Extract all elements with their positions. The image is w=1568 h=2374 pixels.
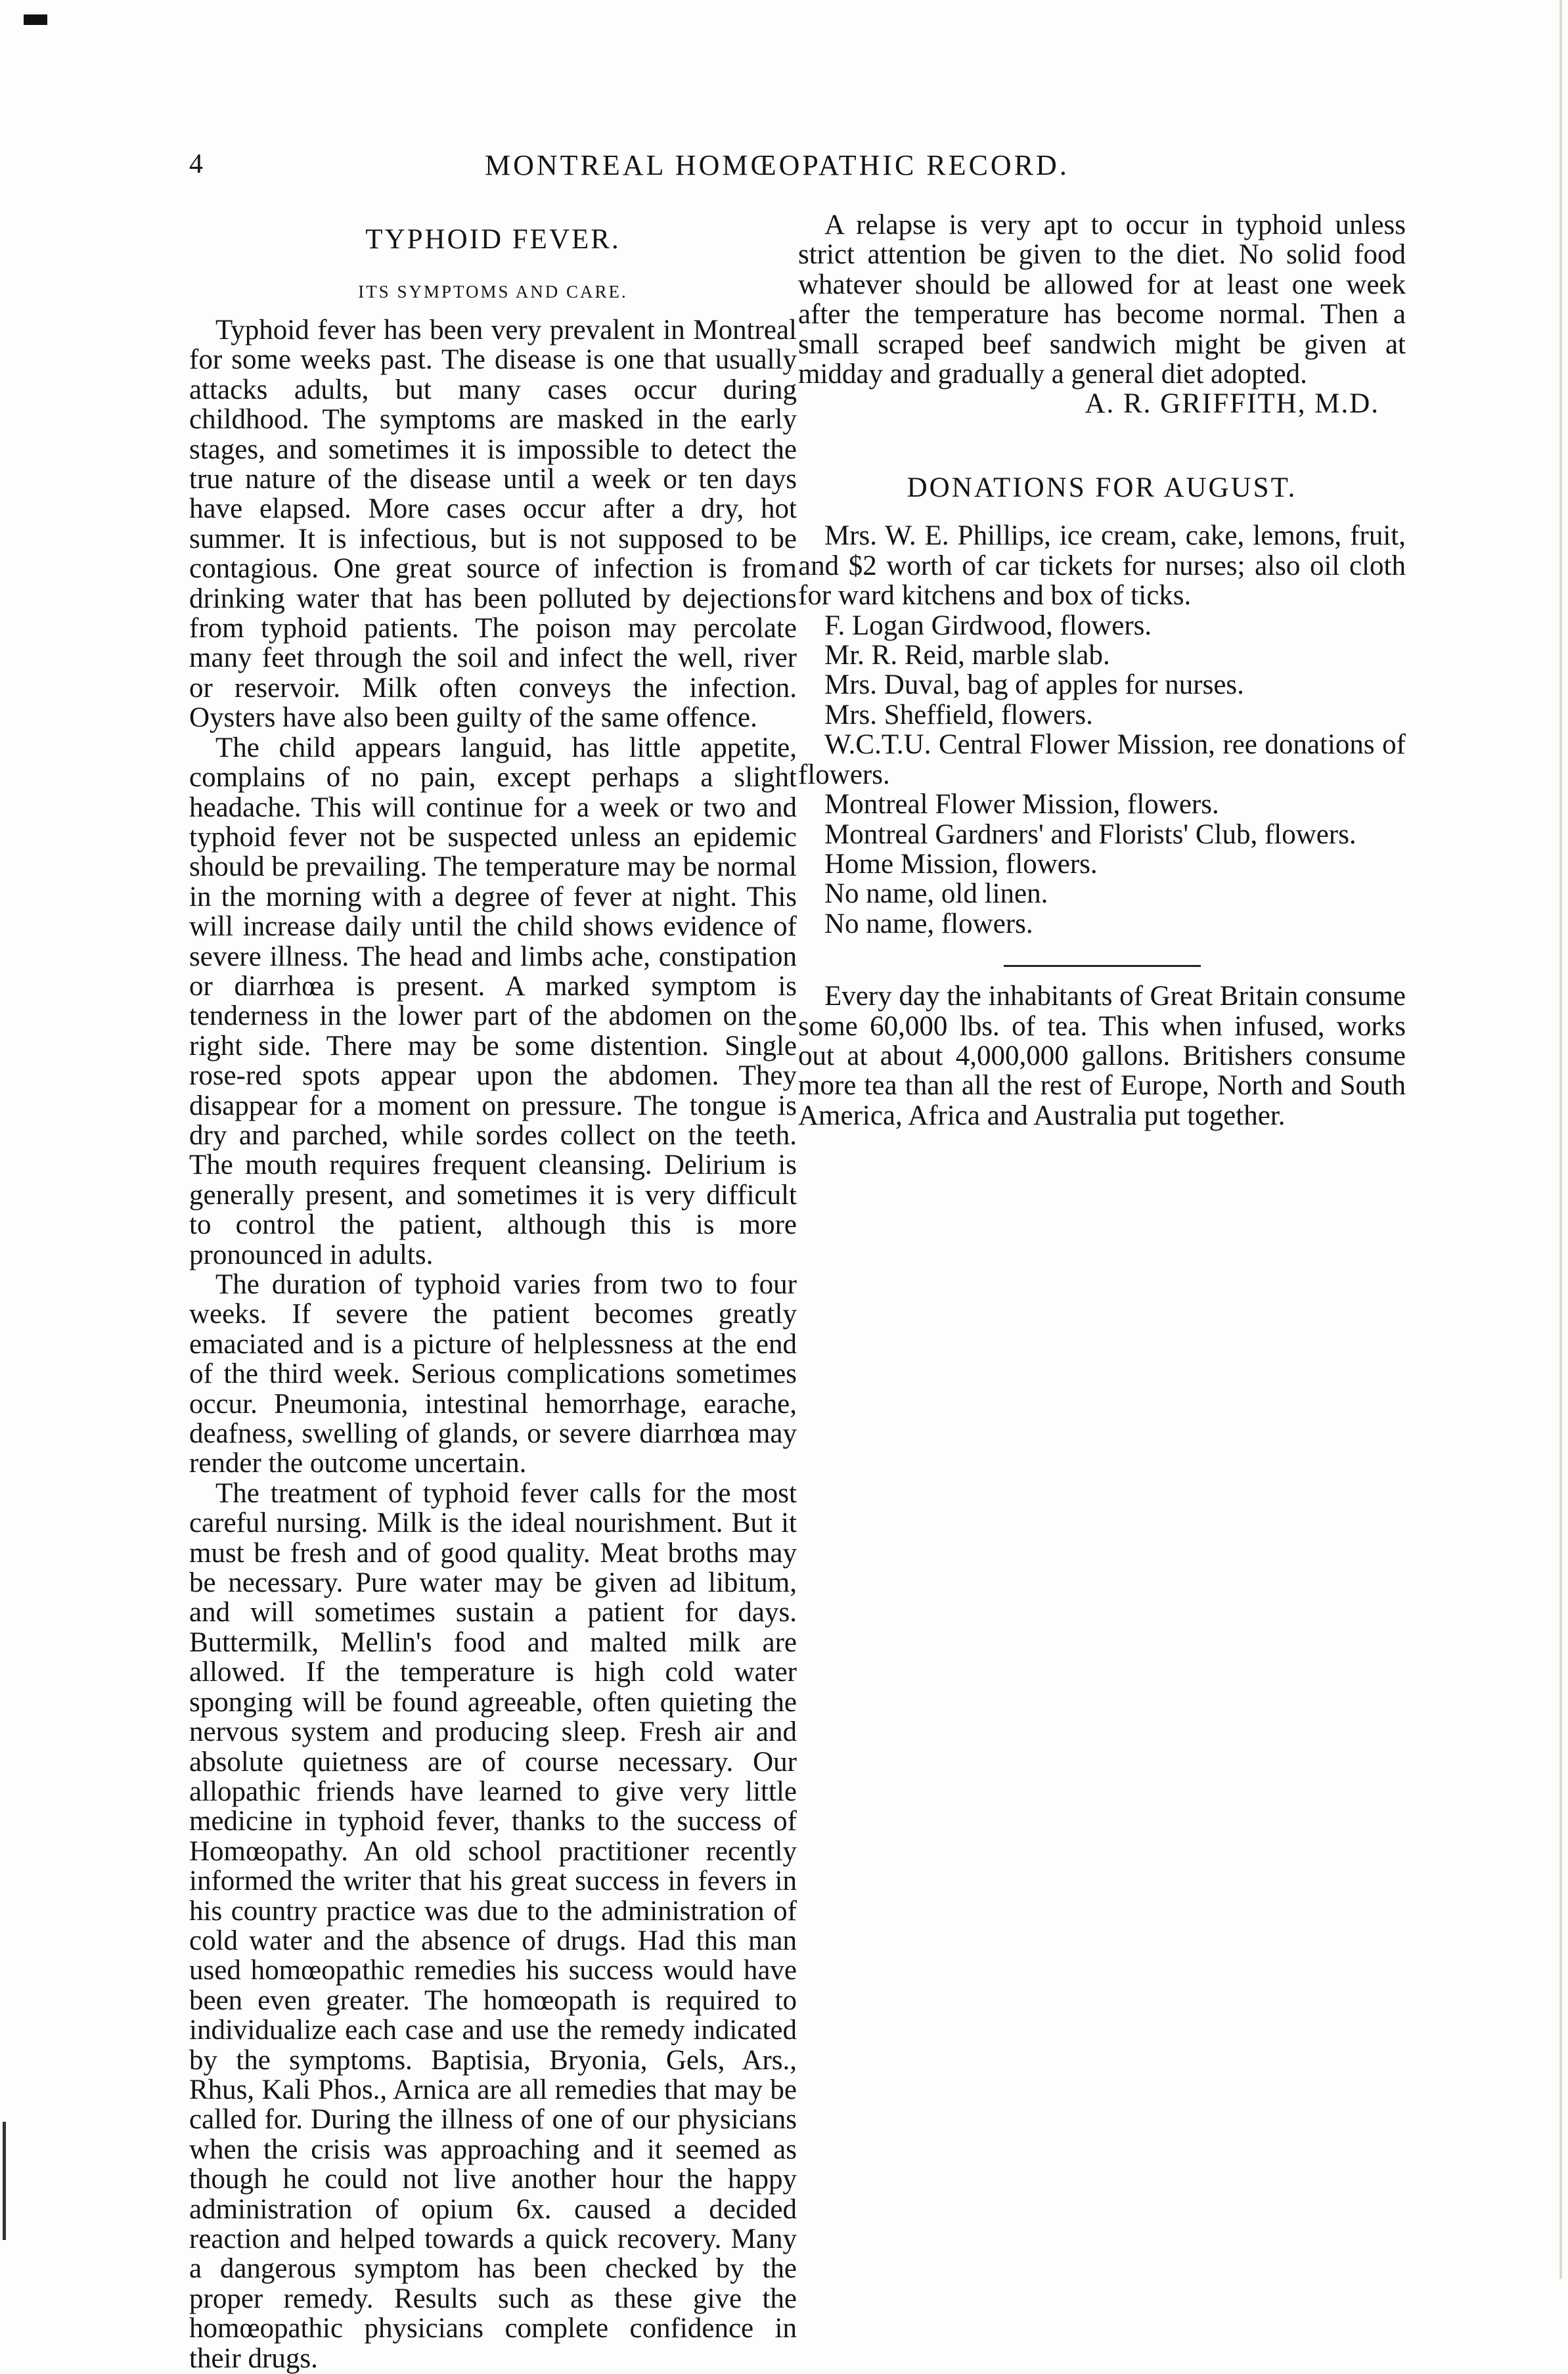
donation-entry: F. Logan Girdwood, flowers.	[824, 610, 1152, 641]
donation-entry: Home Mission, flowers.	[824, 848, 1098, 880]
donation-entry: Montreal Flower Mission, flowers.	[824, 789, 1219, 820]
article-paragraph: The duration of typhoid varies from two to four weeks. If severe the patient becomes greatly emaciated and is a picture of helplessness at the end of the third week. Serious complications sometimes occur. Pneumonia, intestinal hemorrhage, earache, deafness, swelling of glands, or severe diarrhœa may render the outcome uncertain.	[189, 1269, 797, 1479]
donations-title: DONATIONS FOR AUGUST.	[907, 472, 1297, 504]
article-subtitle: ITS SYMPTOMS AND CARE.	[358, 282, 628, 302]
article-paragraph: The treatment of typhoid fever calls for the most careful nursing. Milk is the ideal nourishment. But it must be fresh and of good quality. Meat broths may be necessary. Pure water may be given ad libitum, and will sometimes sustain a patient for days. Buttermilk, Mellin's food and malted milk are allowed. If the temperature is high cold water sponging will be found agreeable, often quieting the nervous system and producing sleep. Fresh air and absolute quietness are of course necessary. Our allopathic friends have learned to give very little medicine in typhoid fever, thanks to the success of Homœopathy. An old school practitioner recently informed the writer that his great success in fevers in his country practice was due to the administration of cold water and the absence of drugs. Had this man used homœopathic remedies his success would have been even greater. The homœopath is required to individualize each case and use the remedy indicated by the symptoms. Baptisia, Bryonia, Gels, Ars., Rhus, Kali Phos., Arnica are all remedies that may be called for. During the illness of one of our physicians when the crisis was approaching and it seemed as though he could not live another hour the happy administration of opium 6x. caused a decided reaction and helped towards a quick recovery. Many a dangerous symptom has been checked by the proper remedy. Results such as these give the homœopathic physicians complete confidence in their drugs.	[189, 1477, 797, 2374]
right-column	[798, 210, 1406, 1131]
article-paragraph: A relapse is very apt to occur in typhoid unless strict attention be given to the diet. No solid food whatever should be allowed for at least one week after the temperature has become normal. Then a small scraped beef sandwich might be given at midday and gradually a general diet adopted.	[798, 210, 1406, 390]
page-edge	[1559, 0, 1562, 2279]
article-title: TYPHOID FEVER.	[365, 224, 621, 255]
donation-entry: Mrs. Sheffield, flowers.	[824, 699, 1093, 730]
left-column	[189, 210, 797, 2373]
author-signature: A. R. GRIFFITH, M.D.	[1085, 388, 1379, 420]
donation-entry: Mr. R. Reid, marble slab.	[824, 640, 1110, 671]
donation-entry: Montreal Gardners' and Florists' Club, flowers.	[824, 818, 1356, 850]
donation-entry: Mrs. W. E. Phillips, ice cream, cake, lemons, fruit, and $2 worth of car tickets for nurses; also oil cloth for ward kitchens and box of ticks.	[798, 520, 1406, 612]
article-paragraph: Typhoid fever has been very prevalent in Montreal for some weeks past. The disease is one that usually attacks adults, but many cases occur during childhood. The symptoms are masked in the early stages, and sometimes it is impossible to detect the true nature of the disease until a week or ten days have elapsed. More cases occur after a dry, hot summer. It is infectious, but is not supposed to be contagious. One great source of infection is from drinking water that has been polluted by dejections from typhoid patients. The poison may percolate many feet through the soil and infect the well, river or reservoir. Milk often conveys the infection. Oysters have also been guilty of the same offence.	[189, 315, 797, 734]
donation-entry: W.C.T.U. Central Flower Mission, ree donations of flowers.	[798, 729, 1406, 790]
scan-mark	[24, 14, 47, 25]
donation-entry: No name, flowers.	[824, 908, 1033, 939]
donation-entry: No name, old linen.	[824, 878, 1048, 910]
running-title: MONTREAL HOMŒOPATHIC RECORD.	[485, 149, 1069, 181]
donation-entry: Mrs. Duval, bag of apples for nurses.	[824, 669, 1244, 701]
tea-note: Every day the inhabitants of Great Britain consume some 60,000 lbs. of tea. This when infused, works out at about 4,000,000 gallons. Britishers consume more tea than all the rest of Europe, North and South America, Africa and Australia put together.	[798, 981, 1406, 1131]
binding-edge	[3, 2122, 6, 2240]
page-header	[189, 148, 1404, 194]
article-paragraph: The child appears languid, has little appetite, complains of no pain, except perhaps a slight headache. This will continue for a week or two and typhoid fever not be suspected unless an epidemic should be prevailing. The temperature may be normal in the morning with a degree of fever at night. This will increase daily until the child shows evidence of severe illness. The head and limbs ache, constipation or diarrhœa is present. A marked symptom is tenderness in the lower part of the abdomen on the right side. There may be some distention. Single rose-red spots appear upon the abdomen. They disappear for a moment on pressure. The tongue is dry and parched, while sordes collect on the teeth. The mouth requires frequent cleansing. Delirium is generally present, and sometimes it is very difficult to control the patient, although this is more pronounced in adults.	[189, 732, 797, 1270]
page-number: 4	[189, 149, 203, 179]
section-divider	[1004, 965, 1201, 967]
